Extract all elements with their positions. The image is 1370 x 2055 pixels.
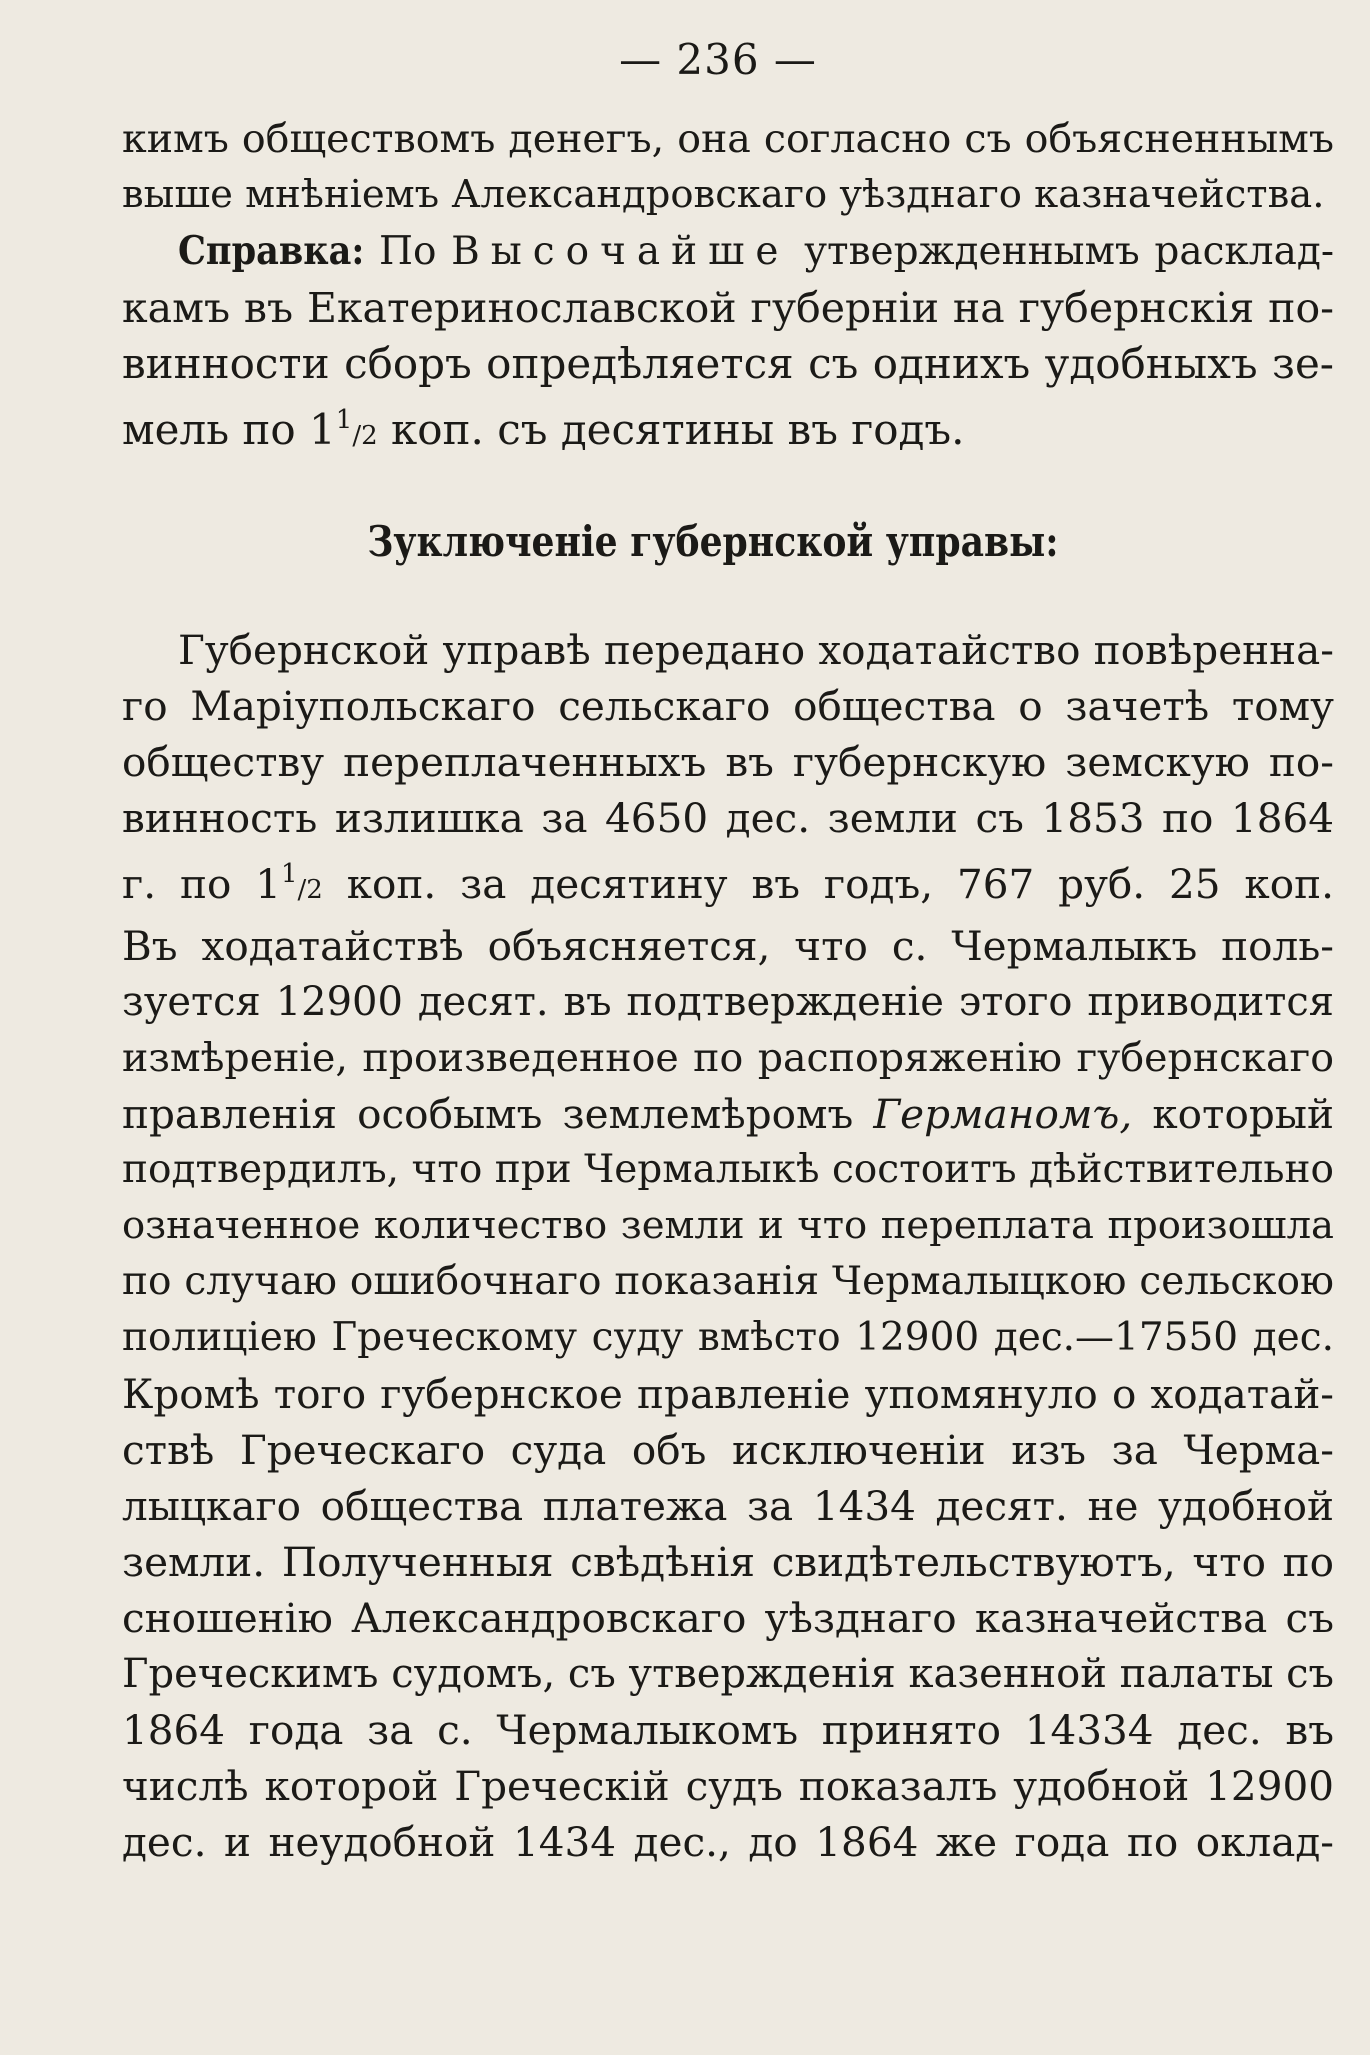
text-line: дес. и неудобной 1434 дес., до 1864 же года по оклад- — [122, 1818, 1334, 1866]
section-heading: Зуключеніе губернской управы: — [367, 517, 1059, 566]
text-line: обществу переплаченныхъ въ губернскую земскую по- — [122, 738, 1334, 786]
text-line: ствѣ Греческаго суда объ исключеніи изъ за Черма- — [122, 1426, 1334, 1474]
main-paragraph — [122, 622, 1334, 1870]
text-line: Губернской управѣ передано ходатайство повѣренна- — [178, 626, 1334, 674]
note-text: коп. съ десятины въ годъ. — [377, 405, 965, 454]
text-line: выше мнѣніемъ Александровскаго уѣзднаго казначейства. — [122, 172, 1325, 217]
text-line: подтвердилъ, что при Чермалыкѣ состоитъ дѣйствительно — [122, 1147, 1334, 1192]
text-line: Въ ходатайствѣ объясняется, что с. Чермалыкъ поль- — [122, 922, 1334, 970]
show-through-text — [150, 460, 163, 516]
note-paragraph — [122, 223, 1334, 464]
note-text: По — [378, 229, 437, 274]
text-line: земли. Полученныя свѣдѣнія свидѣтельствуютъ, что по — [122, 1538, 1334, 1586]
text-line — [122, 846, 1334, 918]
line-text: который — [1152, 1090, 1334, 1138]
note-label: Справка: — [178, 228, 365, 274]
note-text: мель по 1 — [122, 405, 336, 454]
paragraph-continued — [122, 111, 1334, 223]
text-line: числѣ которой Греческій судъ показалъ удобной 12900 — [122, 1762, 1334, 1810]
surname-italic: Германомъ, — [873, 1090, 1133, 1138]
fraction-denominator: /2 — [297, 875, 323, 905]
text-line: зуется 12900 десят. въ подтвержденіе этого приводится — [122, 979, 1334, 1025]
text-line: означенное количество земли и что переплата произошла — [122, 1203, 1334, 1248]
emphasized-word: Высочайше — [451, 229, 790, 274]
line-text: коп. за десятину въ годъ, 767 руб. 25 коп. — [322, 860, 1334, 908]
text-line: винности сборъ опредѣляется съ однихъ удобныхъ зе- — [122, 339, 1334, 388]
fraction-denominator: /2 — [352, 421, 378, 451]
text-line: кимъ обществомъ денегъ, она согласно съ объясненнымъ — [122, 116, 1334, 162]
text-line — [122, 1086, 1334, 1142]
text-line: по случаю ошибочнаго показанія Чермалыцкою сельскою — [122, 1259, 1334, 1304]
text-line: камъ въ Екатеринославской губерніи на губернскія по- — [122, 284, 1334, 332]
page-number: — 236 — — [619, 35, 817, 84]
text-line — [122, 392, 1334, 464]
text-line: винность излишка за 4650 дес. земли съ 1853 по 1864 — [122, 794, 1334, 842]
text-line: Кромѣ того губернское правленіе упомянуло о ходатай- — [122, 1370, 1334, 1418]
note-text: утвержденнымъ расклад- — [804, 229, 1335, 274]
text-line — [122, 223, 1334, 280]
text-line: сношенію Александровскаго уѣзднаго казначейства съ — [122, 1594, 1334, 1642]
text-line: го Маріупольскаго сельскаго общества о зачетѣ тому — [122, 682, 1334, 730]
text-line: лыцкаго общества платежа за 1434 десят. не удобной — [122, 1482, 1334, 1530]
line-text: правленія особымъ землемѣромъ — [122, 1090, 854, 1138]
text-line: 1864 года за с. Чермалыкомъ принято 14334 дес. въ — [122, 1706, 1334, 1754]
fraction-numerator: 1 — [280, 859, 298, 889]
text-line: полиціею Греческому суду вмѣсто 12900 дес.—17550 дес. — [122, 1315, 1334, 1360]
fraction-numerator: 1 — [335, 405, 353, 435]
text-line: Греческимъ судомъ, съ утвержденія казенной палаты съ — [122, 1651, 1334, 1697]
text-line: измѣреніе, произведенное по распоряженію губернскаго — [122, 1035, 1334, 1081]
line-text: г. по 1 — [122, 860, 281, 908]
